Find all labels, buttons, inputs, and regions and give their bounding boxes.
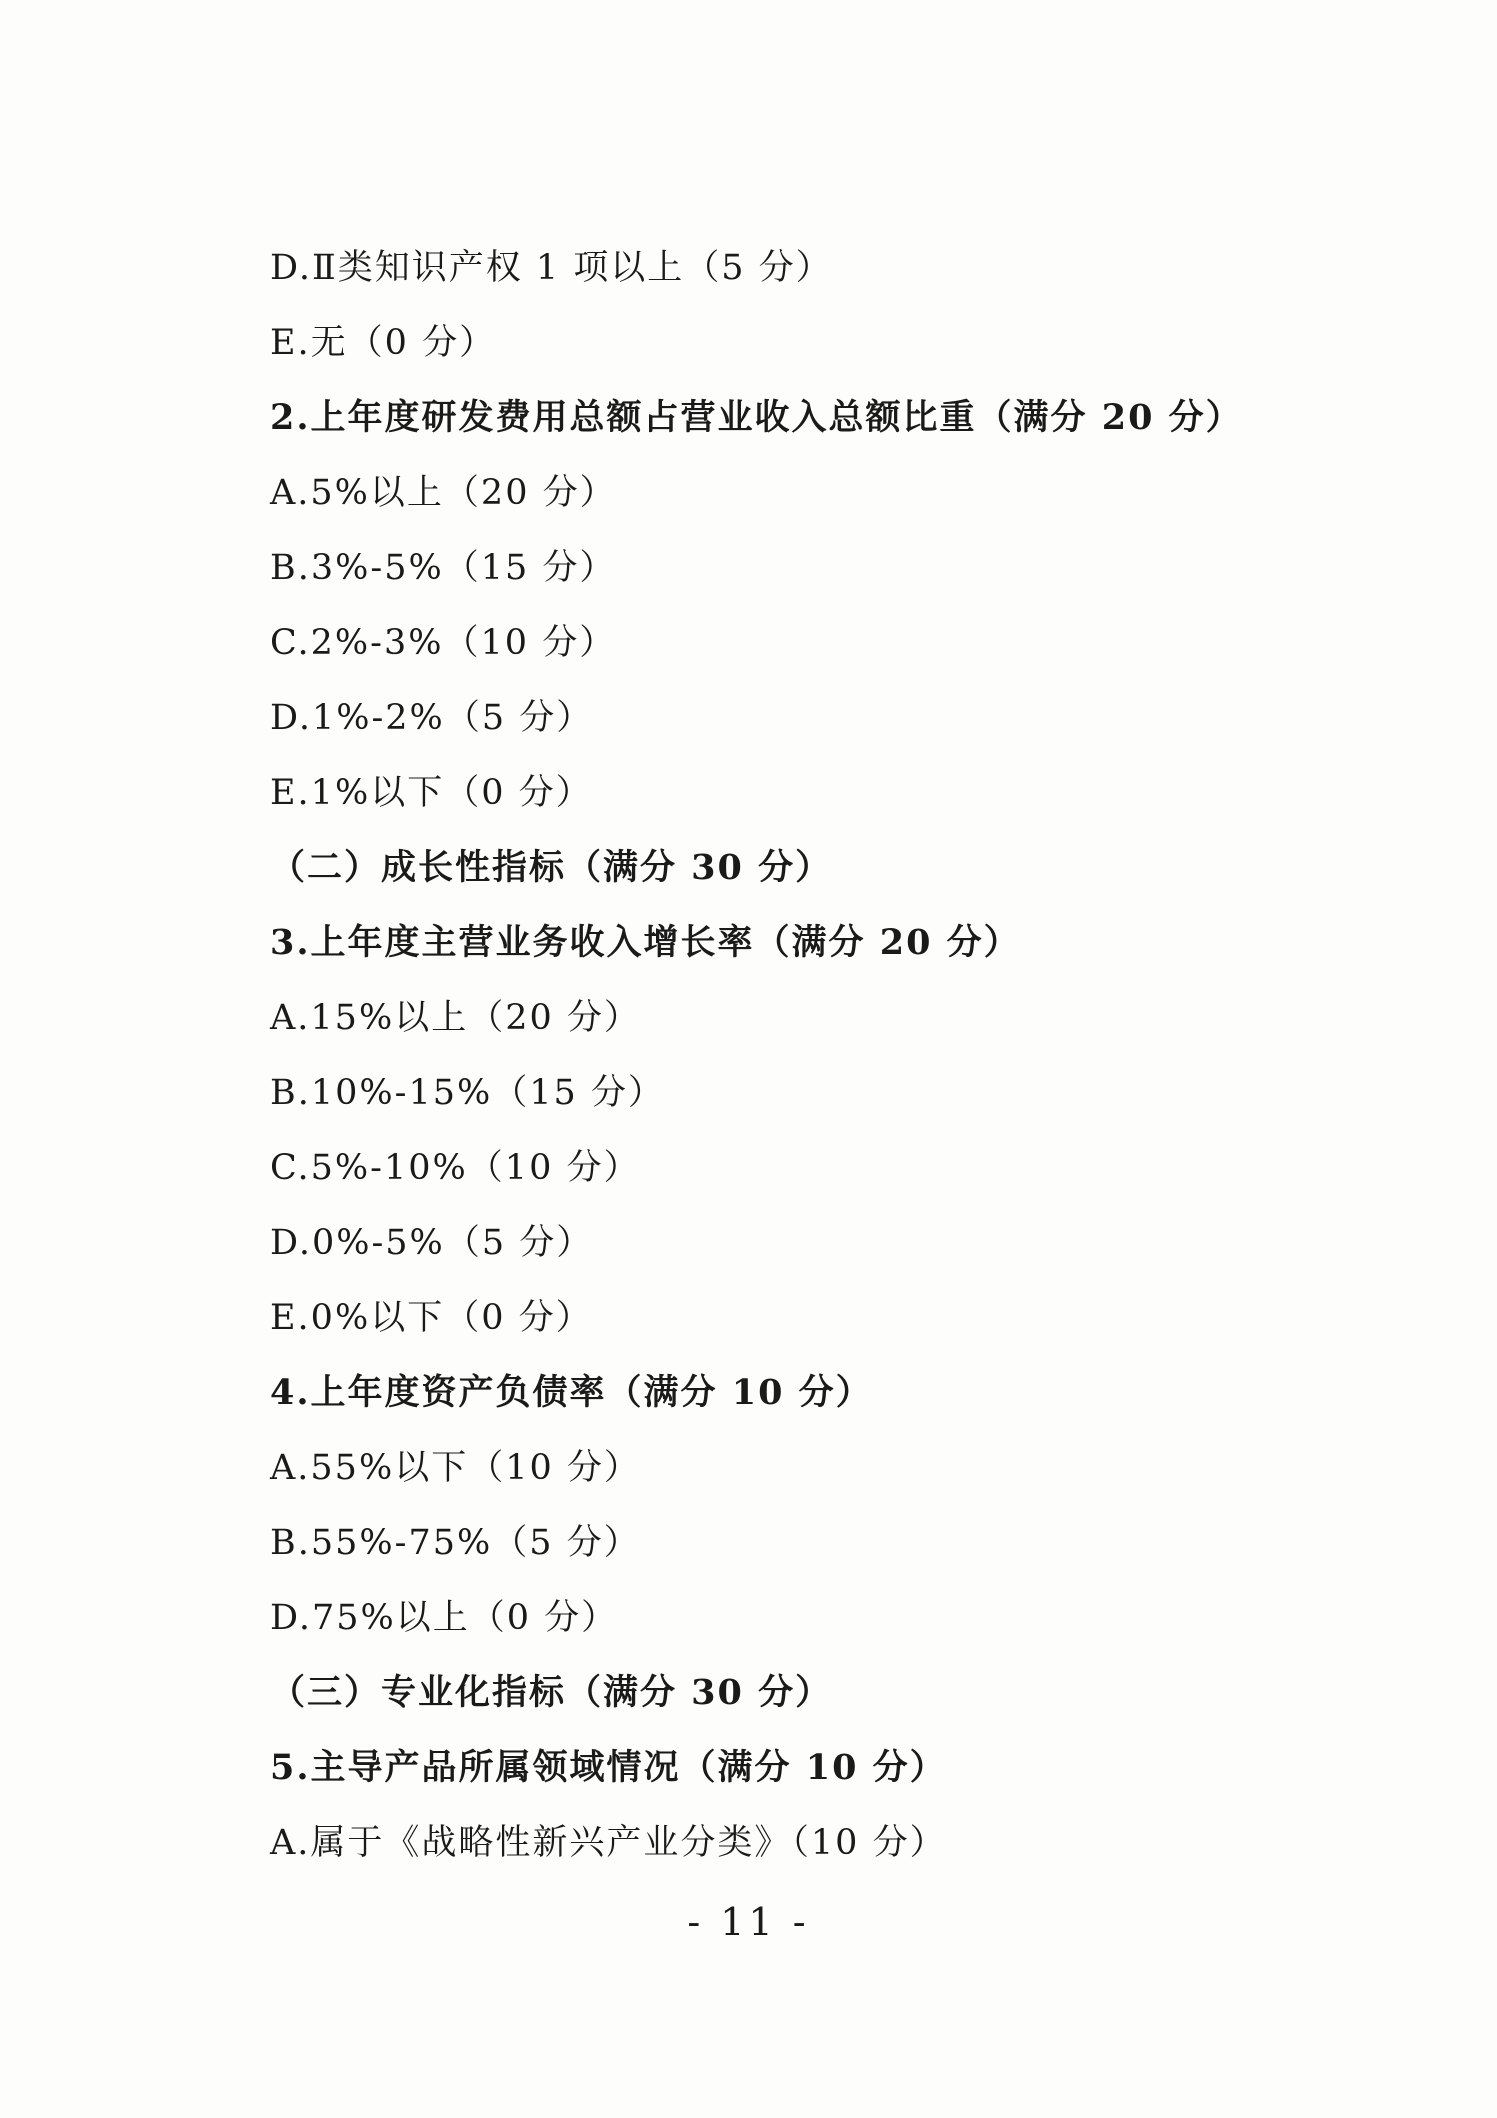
line-7: D.1%-2%（5 分） [270, 698, 594, 738]
page-number: - 11 - [687, 1900, 810, 1944]
section-heading-specialization: （三）专业化指标（满分 30 分） [270, 1672, 833, 1713]
line-22: A.属于《战略性新兴产业分类》（10 分） [270, 1823, 947, 1863]
line-1: D.Ⅱ类知识产权 1 项以上（5 分） [270, 248, 833, 288]
line-5: B.3%-5%（15 分） [270, 548, 617, 588]
line-15: E.0%以下（0 分） [270, 1298, 593, 1338]
line-14: D.0%-5%（5 分） [270, 1223, 594, 1263]
line-18: B.55%-75%（5 分） [270, 1523, 641, 1563]
line-11: A.15%以上（20 分） [270, 998, 641, 1038]
line-8: E.1%以下（0 分） [270, 773, 593, 813]
heading-main-product-field: 5.主导产品所属领域情况（满分 10 分） [270, 1747, 947, 1788]
line-4: A.5%以上（20 分） [270, 473, 617, 513]
line-2: E.无（0 分） [270, 323, 497, 363]
line-17: A.55%以下（10 分） [270, 1448, 641, 1488]
line-19: D.75%以上（0 分） [270, 1598, 619, 1638]
line-6: C.2%-3%（10 分） [270, 623, 617, 663]
section-heading-growth: （二）成长性指标（满分 30 分） [270, 847, 833, 888]
heading-revenue-growth: 3.上年度主营业务收入增长率（满分 20 分） [270, 922, 1021, 963]
line-12: B.10%-15%（15 分） [270, 1073, 665, 1113]
heading-rd-expense-ratio: 2.上年度研发费用总额占营业收入总额比重（满分 20 分） [270, 397, 1243, 438]
heading-debt-ratio: 4.上年度资产负债率（满分 10 分） [270, 1372, 873, 1413]
line-13: C.5%-10%（10 分） [270, 1148, 641, 1188]
